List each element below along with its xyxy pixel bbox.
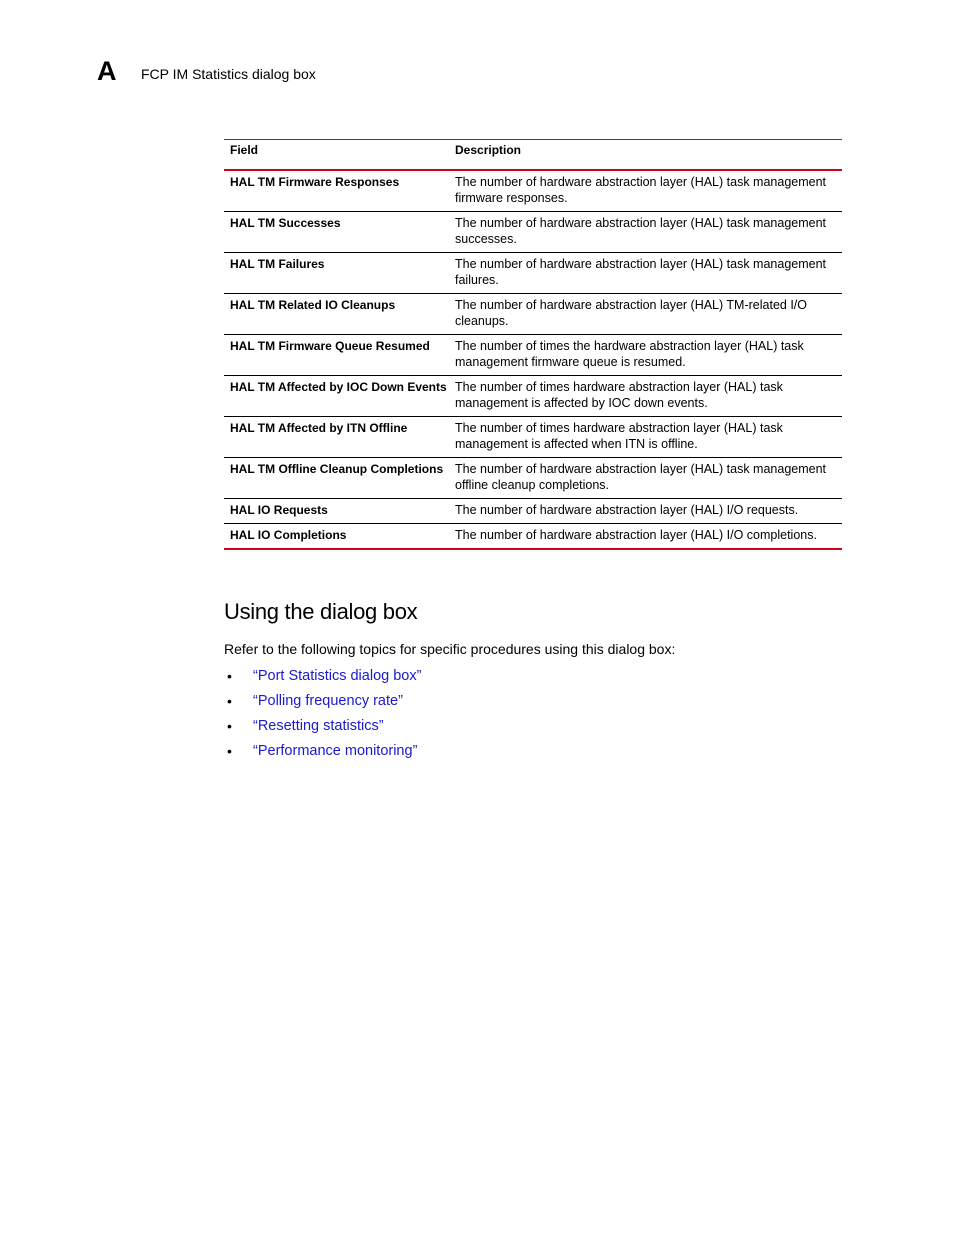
table-row [224,499,842,524]
description-cell: The number of hardware abstraction layer (HAL) task management successes. [449,212,842,253]
link-polling-frequency-rate[interactable]: “Polling frequency rate” [253,693,403,709]
field-cell: HAL TM Successes [224,212,449,253]
field-cell: HAL TM Failures [224,253,449,294]
table-row [224,294,842,335]
description-cell: The number of hardware abstraction layer (HAL) TM-related I/O cleanups. [449,294,842,335]
table-row [224,170,842,212]
field-cell: HAL TM Related IO Cleanups [224,294,449,335]
link-resetting-statistics[interactable]: “Resetting statistics” [253,718,384,734]
bullet-icon: • [227,668,232,684]
table-row [224,376,842,417]
appendix-letter: A [97,56,117,86]
table-row [224,417,842,458]
link-performance-monitoring[interactable]: “Performance monitoring” [253,743,418,759]
description-cell: The number of times hardware abstraction layer (HAL) task management is affected by IOC down events. [449,376,842,417]
bullet-icon: • [227,693,232,709]
field-cell: HAL IO Requests [224,499,449,524]
table-row [224,253,842,294]
field-cell: HAL TM Firmware Responses [224,170,449,212]
intro-paragraph: Refer to the following topics for specific procedures using this dialog box: [224,641,676,657]
bullet-icon: • [227,718,232,734]
description-cell: The number of hardware abstraction layer (HAL) I/O requests. [449,499,842,524]
table-row [224,212,842,253]
description-cell: The number of hardware abstraction layer (HAL) task management failures. [449,253,842,294]
section-heading: Using the dialog box [224,599,418,624]
column-header-description: Description [449,140,842,171]
field-cell: HAL TM Firmware Queue Resumed [224,335,449,376]
description-cell: The number of hardware abstraction layer (HAL) task management offline cleanup completions. [449,458,842,499]
description-cell: The number of times the hardware abstraction layer (HAL) task management firmware queue is resumed. [449,335,842,376]
table-row [224,335,842,376]
link-port-statistics[interactable]: “Port Statistics dialog box” [253,668,422,684]
description-cell: The number of times hardware abstraction layer (HAL) task management is affected when ITN is offline. [449,417,842,458]
table-row [224,458,842,499]
column-header-field: Field [224,140,449,171]
table-row [224,524,842,550]
table-header-row [224,140,842,171]
field-cell: HAL TM Affected by ITN Offline [224,417,449,458]
field-cell: HAL TM Affected by IOC Down Events [224,376,449,417]
description-cell: The number of hardware abstraction layer (HAL) task management firmware responses. [449,170,842,212]
field-cell: HAL TM Offline Cleanup Completions [224,458,449,499]
description-cell: The number of hardware abstraction layer (HAL) I/O completions. [455,528,817,542]
running-header-title: FCP IM Statistics dialog box [141,66,316,82]
fields-table [224,139,842,550]
bullet-icon: • [227,743,232,759]
field-cell: HAL IO Completions [230,528,347,542]
